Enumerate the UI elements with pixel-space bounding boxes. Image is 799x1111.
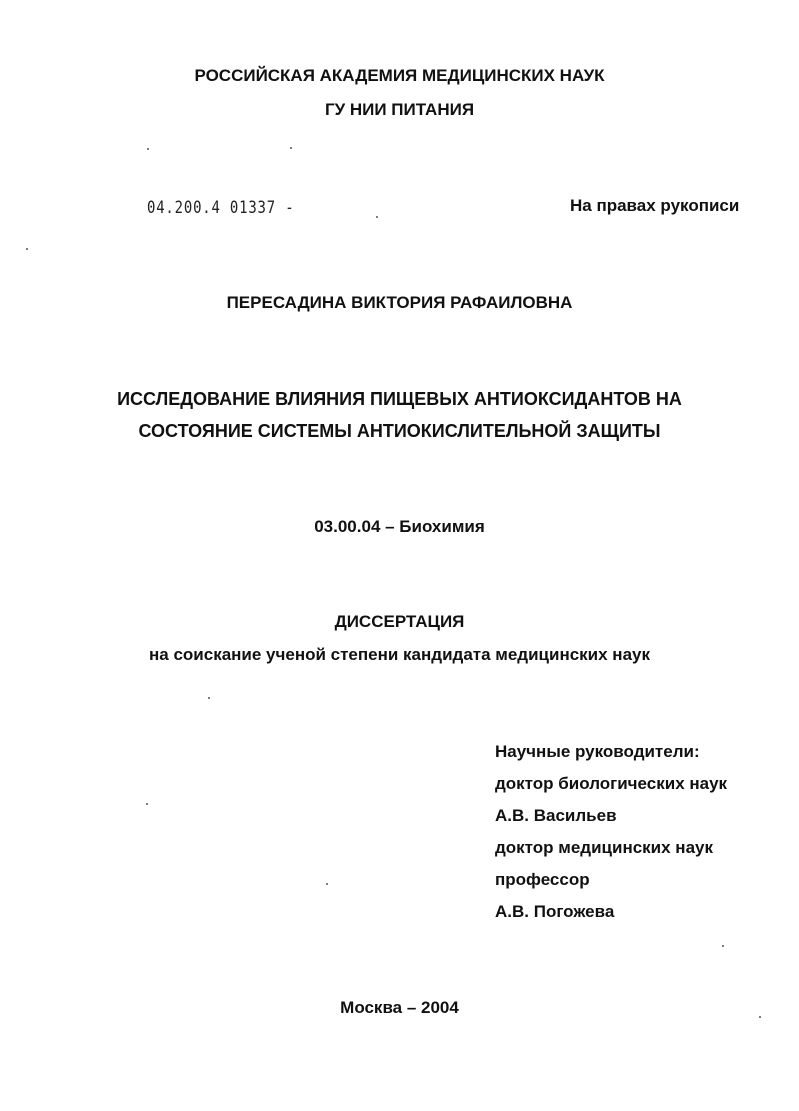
academy-name: РОССИЙСКАЯ АКАДЕМИЯ МЕДИЦИНСКИХ НАУК <box>194 66 605 85</box>
scan-speck <box>326 883 328 885</box>
scan-speck <box>759 1016 761 1018</box>
thesis-title-line-2: СОСТОЯНИЕ СИСТЕМЫ АНТИОКИСЛИТЕЛЬНОЙ ЗАЩИТЫ <box>138 421 661 441</box>
scan-speck <box>26 248 28 250</box>
supervisor-line: доктор биологических наук <box>495 774 728 793</box>
scan-speck <box>146 803 148 805</box>
specialty-code: 03.00.04 – Биохимия <box>314 517 485 536</box>
supervisor-line: профессор <box>495 870 590 889</box>
scan-speck <box>208 697 210 699</box>
rights-note: На правах рукописи <box>570 196 740 215</box>
city-year: Москва – 2004 <box>340 998 459 1017</box>
dissertation-type: ДИССЕРТАЦИЯ <box>334 612 465 631</box>
scan-speck <box>147 148 149 150</box>
degree-description: на соискание ученой степени кандидата медицинских наук <box>149 645 650 664</box>
supervisor-line: А.В. Погожева <box>495 902 615 921</box>
scan-speck <box>290 147 292 149</box>
scan-speck <box>376 216 378 218</box>
supervisor-line: А.В. Васильев <box>495 806 617 825</box>
institute-name: ГУ НИИ ПИТАНИЯ <box>324 100 475 119</box>
archive-number: 04.200.4 01337 - <box>147 198 295 218</box>
supervisors-heading: Научные руководители: <box>495 742 700 761</box>
thesis-title-line-1: ИССЛЕДОВАНИЕ ВЛИЯНИЯ ПИЩЕВЫХ АНТИОКСИДАНТОВ НА <box>117 389 682 409</box>
supervisor-line: доктор медицинских наук <box>495 838 713 857</box>
scan-speck <box>722 945 724 947</box>
author-name: ПЕРЕСАДИНА ВИКТОРИЯ РАФАИЛОВНА <box>226 293 573 312</box>
